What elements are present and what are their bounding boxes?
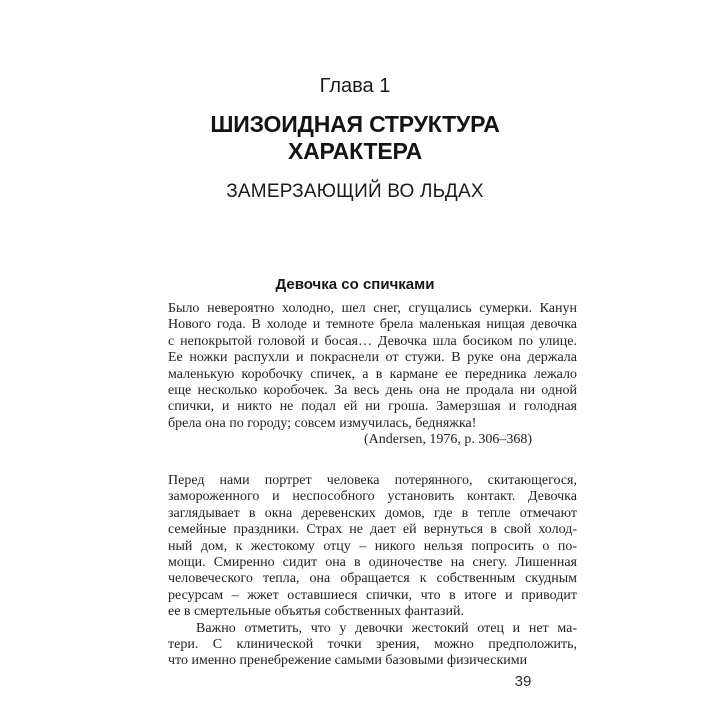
text-line: Было невероятно холодно, шел снег, сгущались сумерки. Канун <box>168 301 577 316</box>
chapter-title <box>150 111 560 165</box>
text-line: маленькую коробочку спичек, а в кармане ее передника лежало <box>168 366 577 382</box>
text-line: Ее ножки распухли и покраснели от стужи. В руке она держала <box>168 350 577 366</box>
text-line: Важно отметить, что у девочки жестокий отец и нет ма- <box>196 620 577 636</box>
text-line: замороженного и неспособного установить контакт. Девочка <box>168 489 577 505</box>
text-line: ее в смертельные объятья собственных фантазий. <box>168 604 464 620</box>
text-line: семейные праздники. Страх не дает ей вернуться в свой холод- <box>168 522 577 538</box>
body-lines <box>168 473 577 670</box>
quote-attribution: (Andersen, 1976, p. 306–368) <box>364 432 532 448</box>
text-line: что именно пренебрежение самыми базовыми физическими <box>168 653 528 669</box>
text-line: брела она по городу; совсем измучилась, бедняжка! <box>168 415 477 431</box>
chapter-subtitle: ЗАМЕРЗАЮЩИЙ ВО ЛЬДАХ <box>226 181 484 202</box>
story-heading: Девочка со спичками <box>275 276 435 293</box>
chapter-title-line-1: ШИЗОИДНАЯ СТРУКТУРА <box>210 111 500 137</box>
text-line: Нового года. В холоде и темноте брела маленькая нищая девочка <box>168 317 577 333</box>
text-line: мощи. Смиренно сидит она в одиночестве на снегу. Лишенная <box>168 555 577 571</box>
text-line: еще несколько коробочек. За весь день она не продала ни одной <box>168 383 577 399</box>
text-line: Перед нами портрет человека потерянного, скитающегося, <box>168 473 577 488</box>
text-line: спички, и никто не подал ей ни гроша. Замерзшая и голодная <box>168 399 577 415</box>
page-number: 39 <box>514 673 532 690</box>
story-quote <box>168 301 577 449</box>
text-line: заглядывает в окна деревенских домов, где в тепле отмечают <box>168 505 577 521</box>
chapter-title-line-2: ХАРАКТЕРА <box>287 138 422 164</box>
body-text <box>168 473 577 670</box>
text-line: тери. С клинической точки зрения, можно предположить, <box>168 637 577 653</box>
chapter-label: Глава 1 <box>319 75 391 97</box>
quote-lines <box>168 301 577 432</box>
text-line: человеческого тепла, она обращается к собственным скудным <box>168 571 577 587</box>
text-line: с непокрытой головой и босая… Девочка шла босиком по улице. <box>168 333 577 349</box>
text-line: ресурсам – жжет оставшиеся спички, что в итоге и приводит <box>168 587 577 603</box>
text-line: ный дом, к жестокому отцу – никого нельзя попросить о по- <box>168 538 577 554</box>
